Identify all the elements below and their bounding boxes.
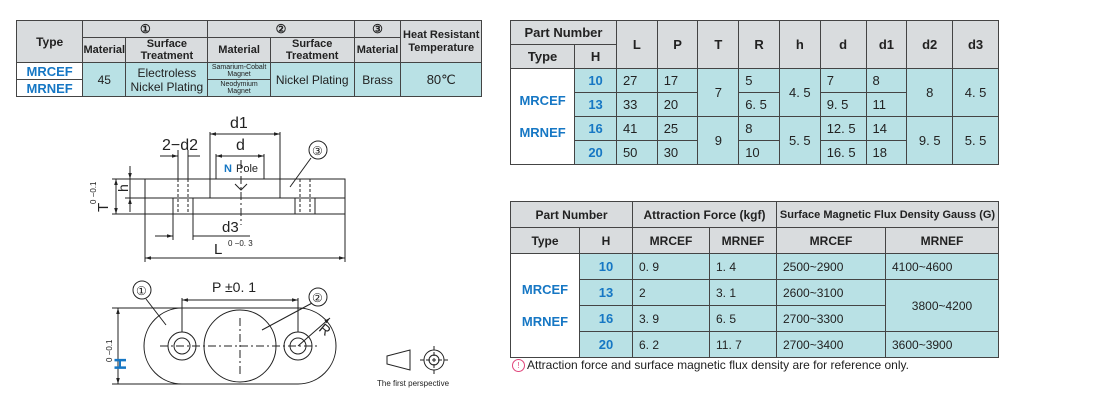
- col-d: d: [820, 21, 866, 69]
- fx-mrnef-value: 4100~4600: [886, 254, 999, 280]
- fx-mrcef-value: 2500~2900: [777, 254, 886, 280]
- heat-value: 80℃: [401, 63, 482, 97]
- fx-mrcef-value: 2700~3400: [777, 332, 886, 358]
- h-label: h: [115, 184, 131, 192]
- l-tol: 0 −0. 3: [228, 239, 253, 248]
- d-value: 9. 5: [820, 93, 866, 117]
- technical-drawing: [0, 0, 500, 411]
- af-mrnef-value: 6. 5: [710, 306, 777, 332]
- type-header: Type: [511, 45, 575, 69]
- callout-1: ①: [136, 284, 147, 298]
- h-value: 20: [580, 332, 633, 358]
- n-pole-label: N: [224, 163, 232, 175]
- type-mrnef: MRNEF: [17, 80, 83, 97]
- af-mrnef-value: 11. 7: [710, 332, 777, 358]
- d2-value: 8: [907, 69, 953, 117]
- col-d2: d2: [907, 21, 953, 69]
- h-value: 16: [580, 306, 633, 332]
- d2-label: 2−d2: [162, 137, 199, 154]
- magnet1-value: Samarium-Cobalt Magnet: [208, 63, 270, 80]
- surface2-value: Nickel Plating: [270, 63, 354, 97]
- part-number-header: Part Number: [511, 202, 633, 228]
- material3-header: Material: [354, 38, 401, 63]
- force-table: [510, 201, 999, 358]
- col-l: L: [616, 21, 657, 69]
- h-value: 10: [580, 254, 633, 280]
- surface1-header: Surface Treatment: [126, 38, 208, 63]
- r-label: R: [316, 320, 335, 339]
- h-value: 13: [580, 280, 633, 306]
- af-mrcef-value: 0. 9: [633, 254, 710, 280]
- type-mrnef: MRNEF: [519, 124, 566, 140]
- callout-2: ②: [312, 291, 323, 305]
- heat-header: Heat Resistant Temperature: [401, 21, 482, 63]
- t-value: 9: [698, 117, 739, 165]
- h-header: H: [580, 228, 633, 254]
- d1-value: 8: [866, 69, 907, 93]
- d3-value: 4. 5: [953, 69, 999, 117]
- af-mrnef-value: 3. 1: [710, 280, 777, 306]
- h-tol: 0 −0.1: [105, 339, 114, 362]
- t-value: 7: [698, 69, 739, 117]
- fx-mrnef-header: MRNEF: [886, 228, 999, 254]
- surface2-header: Surface Treatment: [270, 38, 354, 63]
- type-header: Type: [17, 21, 83, 63]
- col-d3: d3: [953, 21, 999, 69]
- l-value: 41: [616, 117, 657, 141]
- material2-header: Material: [208, 38, 270, 63]
- fx-mrcef-header: MRCEF: [777, 228, 886, 254]
- dimension-table: [510, 20, 999, 165]
- d-label: d: [236, 137, 245, 154]
- t-tol: 0 −0.1: [89, 181, 98, 204]
- d1-label: d1: [230, 115, 248, 132]
- af-mrcef-header: MRCEF: [633, 228, 710, 254]
- r-value: 5: [739, 69, 780, 93]
- r-value: 8: [739, 117, 780, 141]
- d-value: 16. 5: [820, 141, 866, 165]
- af-mrcef-value: 3. 9: [633, 306, 710, 332]
- p-value: 20: [657, 93, 698, 117]
- af-mrcef-value: 2: [633, 280, 710, 306]
- top-view: [112, 298, 336, 384]
- h-header: H: [575, 45, 617, 69]
- d3-value: 5. 5: [953, 117, 999, 165]
- d1-value: 18: [866, 141, 907, 165]
- af-mrcef-value: 6. 2: [633, 332, 710, 358]
- material1-value: 45: [83, 63, 126, 97]
- col-r: R: [739, 21, 780, 69]
- attraction-header: Attraction Force (kgf): [633, 202, 777, 228]
- magnet2-value: Neodymium Magnet: [208, 80, 270, 97]
- h-small-value: 5. 5: [779, 117, 820, 165]
- type-mrnef: MRNEF: [521, 313, 569, 329]
- fx-mrcef-value: 2600~3100: [777, 280, 886, 306]
- h-value: 10: [575, 69, 617, 93]
- part2-header: ②: [208, 21, 354, 38]
- fx-mrcef-value: 2700~3300: [777, 306, 886, 332]
- info-icon: !: [512, 359, 525, 372]
- col-d1: d1: [866, 21, 907, 69]
- l-value: 27: [616, 69, 657, 93]
- type-mrcef: MRCEF: [521, 281, 569, 297]
- surface1-value: Electroless Nickel Plating: [126, 63, 208, 97]
- af-mrnef-header: MRNEF: [710, 228, 777, 254]
- p-value: 17: [657, 69, 698, 93]
- l-value: 33: [616, 93, 657, 117]
- d1-value: 11: [866, 93, 907, 117]
- type-cell: [511, 69, 575, 165]
- material3-value: Brass: [354, 63, 401, 97]
- fx-mrnef-merged: 3800~4200: [886, 280, 999, 332]
- part1-header: ①: [83, 21, 208, 38]
- reference-note: [512, 358, 909, 372]
- l-value: 50: [616, 141, 657, 165]
- d1-value: 14: [866, 117, 907, 141]
- p-label: P ±0. 1: [212, 279, 257, 295]
- h-value: 20: [575, 141, 617, 165]
- h-value: 16: [575, 117, 617, 141]
- l-label: L: [214, 241, 223, 258]
- type-mrcef: MRCEF: [17, 63, 83, 80]
- part-number-header: Part Number: [511, 21, 617, 45]
- pole-label: Pole: [236, 163, 259, 175]
- type-cell: [511, 254, 580, 358]
- p-value: 30: [657, 141, 698, 165]
- d3-label: d3: [222, 219, 239, 236]
- type-mrcef: MRCEF: [519, 92, 566, 108]
- perspective-label: The first perspective: [377, 379, 450, 388]
- h-small-value: 4. 5: [779, 69, 820, 117]
- r-value: 6. 5: [739, 93, 780, 117]
- d-value: 12. 5: [820, 117, 866, 141]
- t-label: T: [95, 202, 112, 212]
- p-value: 25: [657, 117, 698, 141]
- h-value: 13: [575, 93, 617, 117]
- type-header: Type: [511, 228, 580, 254]
- hh-label: H: [111, 357, 130, 370]
- flux-header: Surface Magnetic Flux Density Gauss (G): [777, 202, 999, 228]
- col-p: P: [657, 21, 698, 69]
- col-t: T: [698, 21, 739, 69]
- material1-header: Material: [83, 38, 126, 63]
- fx-mrnef-value: 3600~3900: [886, 332, 999, 358]
- note-text: Attraction force and surface magnetic flux density are for reference only.: [527, 358, 909, 372]
- d2-value: 9. 5: [907, 117, 953, 165]
- part3-header: ③: [354, 21, 401, 38]
- first-angle-icon: [387, 346, 448, 374]
- d-value: 7: [820, 69, 866, 93]
- r-value: 10: [739, 141, 780, 165]
- col-h-small: h: [779, 21, 820, 69]
- af-mrnef-value: 1. 4: [710, 254, 777, 280]
- callout-3: ③: [312, 144, 323, 158]
